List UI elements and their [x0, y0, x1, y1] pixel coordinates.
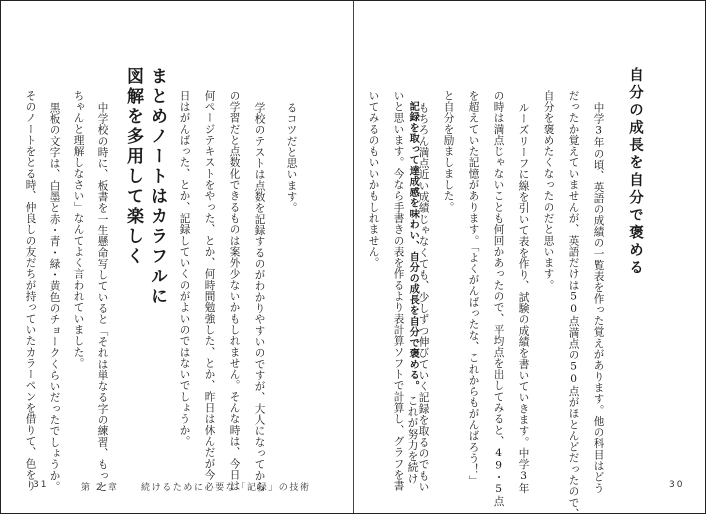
- body-line: ちゃんと理解しなさい」なんてよく言われていました。: [72, 90, 85, 369]
- emphasis-line: 記録を取って達成感を味わい、自分の成長を自分で褒める。: [407, 101, 419, 392]
- body-line: 黒板の文字は、白墨と赤・青・緑・黄色のチョークくらいだったでしょうか。: [48, 102, 61, 493]
- section-heading-self-praise: 自分の成長を自分で褒める: [627, 67, 643, 277]
- body-line: の時は満点じゃないことも何回かあったので、平均点を出してみると、49・5点: [492, 90, 505, 507]
- body-line: 学校のテストは点数を記録するのがわかりやすいのですが、大人になってから: [253, 102, 266, 493]
- body-line: 自分を褒めたくなったのだと思います。: [542, 90, 555, 291]
- body-line: の学習だと点数化できるものは案外少ないかもしれません。そんな時は、今日は: [228, 90, 241, 492]
- body-line: いてみるのもいいかもしれません。: [367, 90, 380, 269]
- body-line: もちろん満点近い成績じゃなくても、少しずつ伸びていく記録を取るのでもい: [417, 102, 430, 493]
- section-heading-colorful-notes: まとめノートはカラフルに: [147, 67, 167, 307]
- body-line: るコツだと思います。: [285, 102, 298, 214]
- body-line: 中学校の時に、板書を一生懸命写していると「それは単なる字の練習、もっと: [96, 102, 109, 493]
- body-line: 何ページテキストをやった、とか、何時間勉強した、とか、昨日は休んだが今: [203, 90, 216, 481]
- chapter-label: 第 2 章: [81, 483, 119, 493]
- emphasis-continuation: これが努力を続け: [406, 395, 419, 485]
- page-number-right: 30: [669, 480, 685, 490]
- body-line: いと思います。今なら手書きの表を作るより表計算ソフトで計算し、グラフを書: [392, 90, 405, 492]
- page-number-left: 31: [33, 480, 49, 490]
- page-gutter: [353, 1, 354, 513]
- body-line: ルーズリーフに線を引いて表を作り、試験の成績を書いていきます。中学3年: [517, 102, 530, 494]
- body-line: を超えていた記憶があります。「よくがんばったな、これからもがんばろう！」: [467, 90, 480, 487]
- body-line: 中学3年の頃、英語の成績の一覧表を作った覚えがあります。他の科目はどう: [592, 102, 605, 494]
- section-heading-colorful-notes-line2: 図解を多用して楽しく: [123, 67, 143, 267]
- body-line: 日はがんばった、とか、記録していくのがよいのではないでしょうか。: [178, 90, 191, 447]
- body-line: と自分を励ましました。: [442, 90, 455, 213]
- body-line: だったか覚えていませんが、英語だけは50点満点の50点がほとんどだったので、: [567, 90, 580, 519]
- running-title: 続けるために必要な「記録」の技術: [141, 483, 311, 493]
- body-line: そのノートをとる時、仲良しの友だちが持っていたカラーペンを借りて、色をり: [24, 90, 37, 492]
